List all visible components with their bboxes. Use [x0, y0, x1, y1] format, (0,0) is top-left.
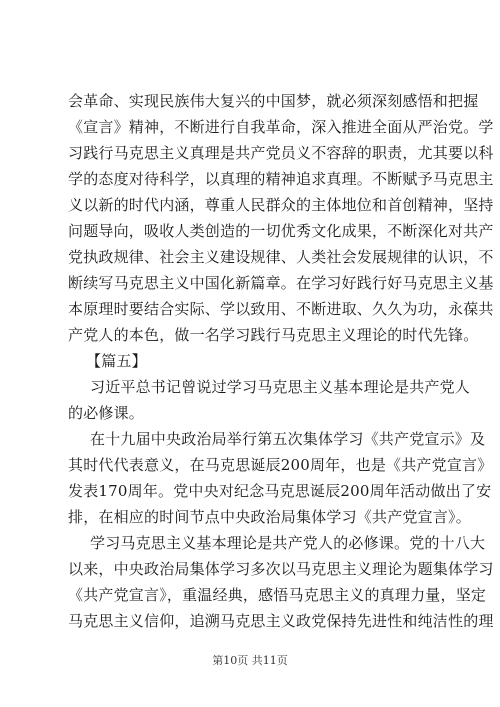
- text-line-13: 的必修课。: [68, 404, 145, 422]
- text-line-7: 党执政规律、社会主义建设规律、人类社会发展规律的认识，不: [68, 248, 494, 266]
- text-line-4: 学的态度对待科学，以真理的精神追求真理。不断赋予马克思主: [68, 170, 494, 188]
- document-body: [68, 88, 494, 634]
- text-line-19: 以来，中央政治局集体学习多次以马克思主义理论为题集体学习: [68, 560, 494, 578]
- text-line-14: 在十九届中央政治局举行第五次集体学习《共产党宣示》及: [90, 430, 486, 448]
- text-line-6: 问题导向，吸收人类创造的一切优秀文化成果，不断深化对共产: [68, 222, 494, 240]
- text-line-5: 义以新的时代内涵，尊重人民群众的主体地位和首创精神，坚持: [68, 196, 494, 214]
- text-line-15: 其时代代表意义，在马克思诞辰200周年，也是《共产党宣言》: [68, 456, 493, 474]
- text-line-20: 《共产党宣言》，重温经典，感悟马克思主义的真理力量，坚定: [68, 586, 487, 604]
- text-line-1: 会革命、实现民族伟大复兴的中国梦，就必须深刻感悟和把握: [68, 92, 479, 110]
- text-line-3: 习践行马克思主义真理是共产党员义不容辞的职责，尤其要以科: [68, 144, 494, 162]
- text-line-8: 断续写马克思主义中国化新篇章。在学习好践行好马克思主义基: [68, 274, 494, 292]
- text-line-2: 《宣言》精神，不断进行自我革命，深入推进全面从严治党。学: [68, 118, 494, 136]
- text-line-12: 习近平总书记曾说过学习马克思主义基本理论是共产党人: [90, 378, 471, 396]
- section-heading: 【篇五】: [86, 352, 147, 370]
- text-line-21: 马克思主义信仰，追溯马克思主义政党保持先进性和纯洁性的理: [68, 612, 494, 630]
- page-footer: 第10页 共11页: [212, 654, 288, 667]
- text-line-9: 本原理时要结合实际、学以致用、不断进取、久久为功，永葆共: [68, 300, 494, 318]
- text-line-17: 排，在相应的时间节点中央政治局集体学习《共产党宣言》。: [68, 508, 471, 526]
- text-line-10: 产党人的本色，做一名学习践行马克思主义理论的时代先锋。: [68, 326, 479, 344]
- text-line-16: 发表170周年。党中央对纪念马克思诞辰200周年活动做出了安: [68, 482, 492, 500]
- text-line-18: 学习马克思主义基本理论是共产党人的必修课。党的十八大: [90, 534, 486, 552]
